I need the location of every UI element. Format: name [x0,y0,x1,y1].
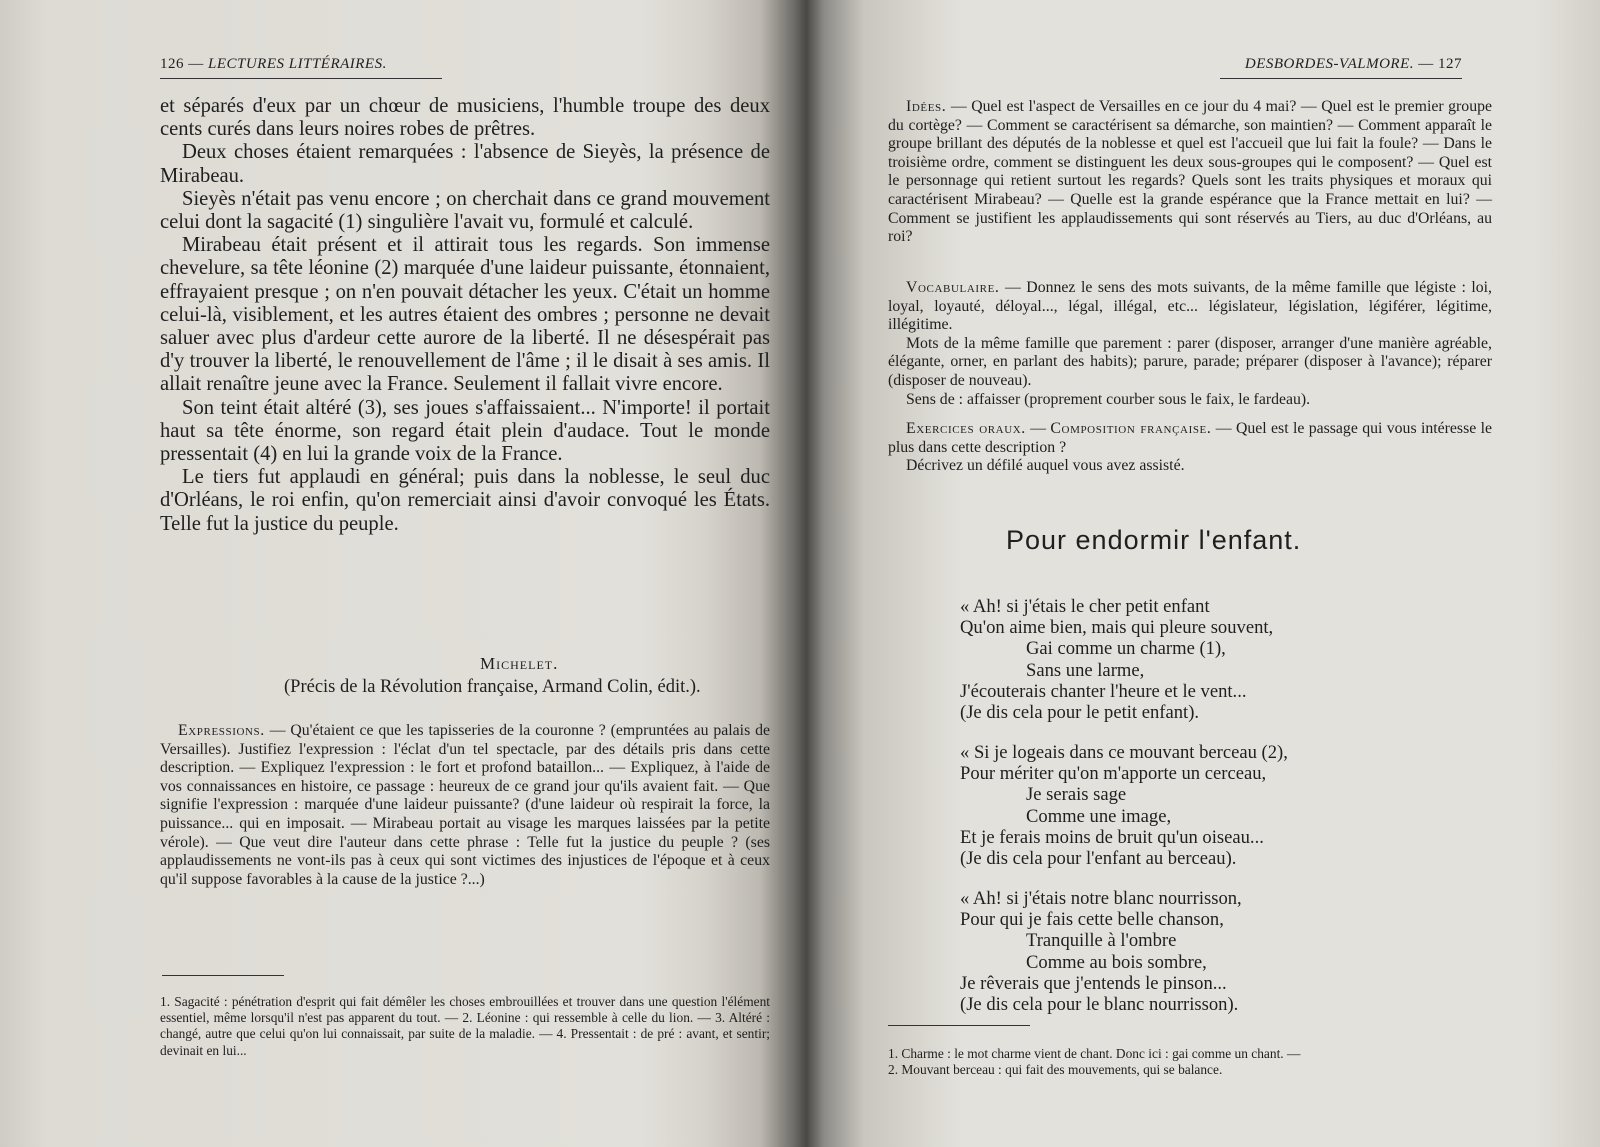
running-head-left [160,56,442,79]
poem-line: « Ah! si j'étais notre blanc nourrisson, [960,888,1242,909]
section-text: — Qu'étaient ce que les tapisseries de la couronne ? (empruntées au palais de Versailles). Justifiez l'expression : l'éclat d'un tel spectacle, par des détails pris dans cette description. — Expliquez l'expression : le fort et profond bataillon... — Expliquez, à l'aide de vos connaissances en histoire, ce passage : heureux de ce grand jour qu'ils avaient fait. — Que signifie l'expression : marquée d'une laideur puissante? (d'une laideur où respirait la force, la puissance... qui en imposait. — Mirabeau portait au visage les marques laissées par la petite vérole). — Que veut dire l'auteur dans cette phrase : Telle fut la justice du peuple ? (ses applaudissements ne vont-ils pas à ceux qui sont victimes des injustices de l'époque et à ceux qu'il suppose favorables à la cause de la justice ?...) [160,722,770,888]
section-label: Vocabulaire. [906,279,1000,296]
prose-text [160,95,770,536]
running-head-title: DESBORDES-VALMORE. [1244,56,1414,72]
poem-line: J'écouterais chanter l'heure et le vent... [960,680,1247,702]
poem-line: (Je dis cela pour l'enfant au berceau). [960,848,1237,870]
expressions-section [160,722,770,889]
poem-line: Pour qui je fais cette belle chanson, [960,909,1224,931]
section-label: Idées. [906,98,947,115]
footnote-rule [162,975,284,976]
running-head-title: LECTURES LITTÉRAIRES. [208,56,387,72]
poem-line: « Ah! si j'étais le cher petit enfant [960,596,1210,617]
poem-line: (Je dis cela pour le petit enfant). [960,702,1200,724]
exercices-section: Exercices oraux. — Composition française. — Quel est le passage qui vous intéresse le plus dans cette description ? Décrivez un défilé auquel vous avez assisté. [888,420,1492,475]
footnote: 1. Charme : le mot charme vient de chant. Donc ici : gai comme un chant. — [888,1046,1301,1061]
poem-line: Pour mériter qu'on m'apporte un cerceau, [960,763,1267,785]
section-text: — Quel est l'aspect de Versailles en ce jour du 4 mai? — Quel est le premier groupe du cortège? — Comment se caractérisent sa démarche, son maintien? — Comment apparaît le groupe brillant des députés de la noblesse et quel est l'accueil que lui fait la foule? — Dans le troisième ordre, comment se distinguent les deux sous-groupes qui le composent? — Quel est le personnage qui retient surtout les regards? Quels sont les traits physiques et moraux qui caractérisent Mirabeau? — Quelle est la grande espérance que la France mettait en lui? — Comment se justifient les applaudissements qui sont réservés au Tiers, au duc d'Orléans, au roi? [888,98,1493,246]
footnotes-right [888,1046,1492,1078]
right-page [888,0,1492,1147]
section-text: Mots de la même famille que parement : parer (disposer, arranger d'une manière agréable, élégante, orner, en parlant des habits); parure, parade; préparer (disposer à l'avance); réparer (disposer de nouveau). [888,334,1492,389]
poem-stanza [960,596,1273,723]
section-text: — Donnez le sens des mots suivants, de la même famille que légiste : loi, loyal, loyauté, déloyal..., légal, illégal, etc... législateur, législation, légiférer, légitime, illégitime. [888,279,1493,334]
poem-line: Comme au bois sombre, [1026,951,1207,973]
section-label: Exercices oraux. [906,420,1026,437]
poem-line: Et je ferais moins de bruit qu'un oiseau... [960,826,1264,848]
section-text: Sens de : affaisser (proprement courber sous le faix, le fardeau). [906,390,1311,408]
footnote: 2. Mouvant berceau : qui fait des mouvements, qui se balance. [888,1062,1223,1078]
poem-line: Je serais sage [1026,784,1127,806]
paragraph: Mirabeau était présent et il attirait tous les regards. Son immense chevelure, sa tête léonine (2) marquée d'une laideur puissante, étonnaient, effrayaient presque ; on n'en pouvait détacher les yeux. C'était un homme celui-là, visiblement, et les autres étaient des ombres ; personne ne devait saluer avec plus d'ardeur cette aurore de la liberté. Il ne désespérait pas d'y trouver la liberté, le renouvellement de l'âme ; il le disait à ses amis. Il allait renaître jeune avec la France. Seulement il fallait vivre encore. [160,234,770,396]
section-text: Décrivez un défilé auquel vous avez assisté. [906,457,1185,475]
running-head-dash: — [188,56,204,72]
section-label: Expressions. [178,722,265,739]
paragraph: Sieyès n'était pas venu encore ; on cherchait dans ce grand mouvement celui dont la sagacité (1) singulière l'avait vu, formulé et calculé. [160,187,770,234]
source-citation: (Précis de la Révolution française, Armand Colin, édit.). [284,677,701,697]
running-head-right [1220,56,1462,79]
paragraph: Son teint était altéré (3), ses joues s'affaissaient... N'importe! il portait haut sa tête énorme, son regard était plein d'audace. Tout le monde pressentait (4) en lui la grande voix de la France. [160,396,770,466]
poem-line: « Si je logeais dans ce mouvant berceau (2), [960,742,1288,763]
poem-line: Gai comme un charme (1), [1026,638,1226,660]
author-signature: Michelet. [480,654,559,673]
poem-title: Pour endormir l'enfant. [1006,525,1302,555]
poem-stanza [960,888,1242,1015]
vocabulaire-section [888,279,1492,409]
poem-line: Sans une larme, [1026,659,1145,681]
running-head-dash: — [1418,56,1434,72]
poem-stanza [960,742,1288,869]
left-page [160,0,770,1147]
footnote-rule [888,1025,1030,1026]
idees-section [888,98,1492,247]
poem-line: Comme une image, [1026,805,1172,827]
paragraph: Deux choses étaient remarquées : l'absence de Sieyès, la présence de Mirabeau. [160,141,770,187]
footnotes-left: 1. Sagacité : pénétration d'esprit qui fait démêler les choses embrouillées et trouver dans une question l'élément essentiel, même lorsqu'il n'est pas apparent du tout. — 2. Léonine : qui ressemble à celle du lion. — 3. Altéré : changé, autre que celui qu'on lui connaissait, par suite de la maladie. — 4. Pressentait : de pré : avant, et sentir; devinait en lui... [160,994,770,1058]
poem-line: (Je dis cela pour le blanc nourrisson). [960,994,1239,1016]
page-number: 126 [160,56,184,72]
section-text: — Quel est le passage qui vous intéresse le plus dans cette description ? [888,420,1492,456]
paragraph: et séparés d'eux par un chœur de musiciens, l'humble troupe des deux cents curés dans leurs noires robes de prêtres. [160,95,770,141]
section-label: Composition française. [1050,420,1212,437]
poem-line: Je rêverais que j'entends le pinson... [960,972,1227,994]
poem-line: Qu'on aime bien, mais qui pleure souvent, [960,617,1274,639]
poem-line: Tranquille à l'ombre [1026,930,1177,952]
page-number: 127 [1438,56,1462,72]
paragraph: Le tiers fut applaudi en général; puis dans la noblesse, le seul duc d'Orléans, le roi enfin, qu'on remerciait ainsi d'avoir convoqué les États. Telle fut la justice du peuple. [160,466,770,535]
